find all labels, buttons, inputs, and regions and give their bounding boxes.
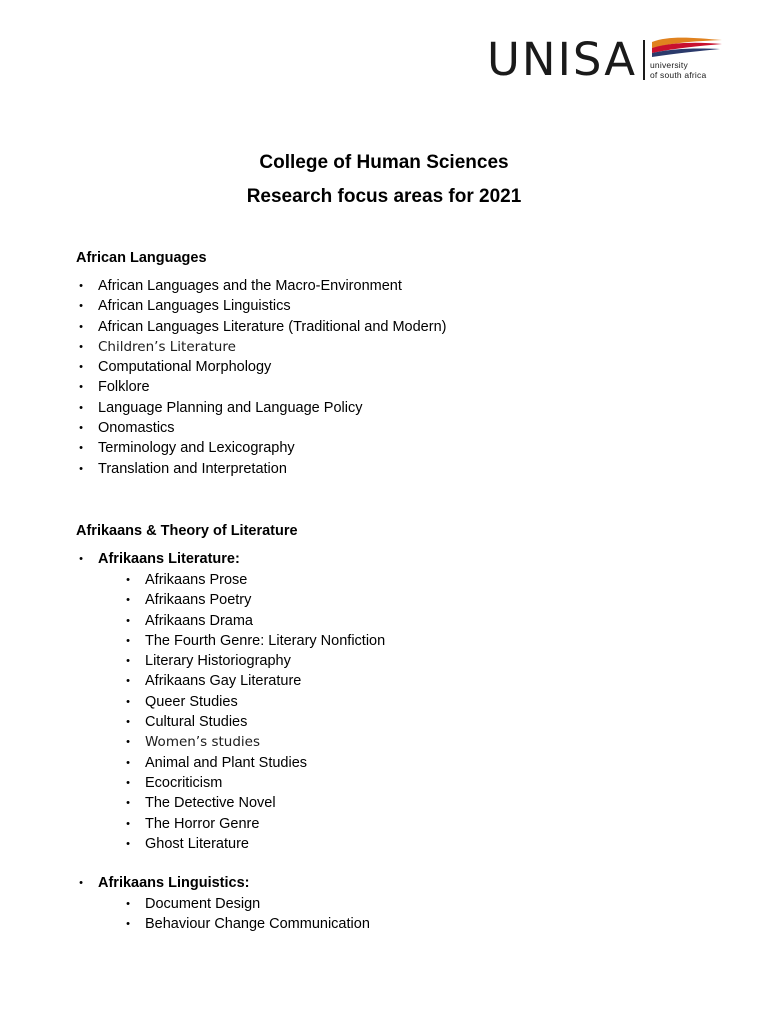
list-item [76,459,446,479]
list-item [123,894,370,914]
list-item-text: Queer Studies [145,693,238,710]
section-heading-african-languages: African Languages [76,250,207,266]
bullet-icon: • [126,655,130,668]
bullet-icon: • [126,675,130,688]
list-item [76,337,446,357]
bullet-icon: • [79,462,83,475]
list-item [76,438,446,458]
african-languages-list [76,276,446,479]
list-item [76,549,240,569]
bullet-icon: • [126,837,130,850]
list-item-text: Ghost Literature [145,835,249,852]
bullet-icon: • [126,736,130,749]
logo-tagline-line: of south africa [650,69,707,80]
list-item [76,296,446,316]
list-item-text: Document Design [145,896,261,912]
bullet-icon: • [126,817,130,830]
logo-divider [643,40,645,80]
list-item [123,570,385,590]
document-title [0,146,768,214]
list-item [76,418,446,438]
list-item [76,377,446,397]
logo-tagline-line: university [650,60,688,70]
list-item-text: Onomastics [98,420,175,437]
list-item-text: Animal and Plant Studies [145,754,308,771]
subgroup-label: Afrikaans Linguistics: [98,875,250,891]
list-item-text: Literary Historiography [145,653,291,670]
list-item-text: Behaviour Change Communication [145,916,370,933]
bullet-icon: • [126,776,130,789]
afrikaans-linguistics-group [76,873,249,893]
bullet-icon: • [79,340,83,353]
bullet-icon: • [79,320,83,333]
bullet-icon: • [126,716,130,729]
list-item-text: Cultural Studies [145,714,248,731]
list-item-text: Children’s Literature [98,338,236,355]
afrikaans-literature-list [123,570,385,854]
bullet-icon: • [79,422,83,435]
list-item [123,793,385,813]
bullet-icon: • [79,381,83,394]
list-item [123,732,385,752]
bullet-icon: • [126,634,130,647]
list-item [76,398,446,418]
bullet-icon: • [126,594,130,607]
bullet-icon: • [79,280,83,292]
list-item-text: Afrikaans Drama [145,612,253,629]
list-item-text: The Horror Genre [145,815,260,832]
list-item [123,914,370,934]
list-item-text: Afrikaans Gay Literature [145,673,302,690]
list-item-text: Afrikaans Prose [145,572,248,588]
list-item [123,590,385,610]
bullet-icon: • [79,877,83,889]
list-item [76,873,249,893]
list-item-text: Women’s studies [145,734,260,751]
list-item-text: Afrikaans Poetry [145,592,252,609]
bullet-icon: • [126,695,130,708]
bullet-icon: • [79,553,83,565]
list-item-text: Terminology and Lexicography [98,440,295,457]
afrikaans-literature-group [76,549,240,569]
bullet-icon: • [126,574,130,586]
logo-tagline [650,61,706,80]
logo-wordmark: UNISA [487,33,638,86]
bullet-icon: • [126,756,130,769]
list-item-text: Computational Morphology [98,359,272,376]
title-line-research: Research focus areas for 2021 [246,186,522,207]
unisa-logo [487,33,727,86]
list-item [123,773,385,793]
bullet-icon: • [126,898,130,910]
list-item [123,651,385,671]
list-item [123,712,385,732]
title-line-college: College of Human Sciences [259,152,509,173]
bullet-icon: • [79,300,83,313]
list-item-text: African Languages Literature (Traditional and Modern) [98,318,447,335]
list-item [123,692,385,712]
list-item [123,814,385,834]
list-item-text: Language Planning and Language Policy [98,399,363,416]
list-item-text: African Languages and the Macro-Environment [98,278,402,294]
list-item [123,753,385,773]
bullet-icon: • [79,442,83,455]
afrikaans-linguistics-list [123,894,370,935]
bullet-icon: • [126,614,130,627]
list-item [123,631,385,651]
list-item [123,834,385,854]
list-item-text: Folklore [98,379,150,396]
list-item-text: Ecocriticism [145,774,223,791]
list-item [76,357,446,377]
list-item [76,317,446,337]
logo-swoosh-icon [650,36,724,58]
list-item-text: The Detective Novel [145,795,276,812]
list-item-text: African Languages Linguistics [98,298,291,315]
bullet-icon: • [126,918,130,931]
list-item-text: Translation and Interpretation [98,460,287,477]
list-item [76,276,446,296]
section-heading-afrikaans: Afrikaans & Theory of Literature [76,523,298,539]
list-item-text: The Fourth Genre: Literary Nonfiction [145,632,386,649]
bullet-icon: • [79,401,83,414]
list-item [123,671,385,691]
bullet-icon: • [126,797,130,810]
subgroup-label: Afrikaans Literature: [98,551,240,567]
bullet-icon: • [79,361,83,374]
list-item [123,611,385,631]
